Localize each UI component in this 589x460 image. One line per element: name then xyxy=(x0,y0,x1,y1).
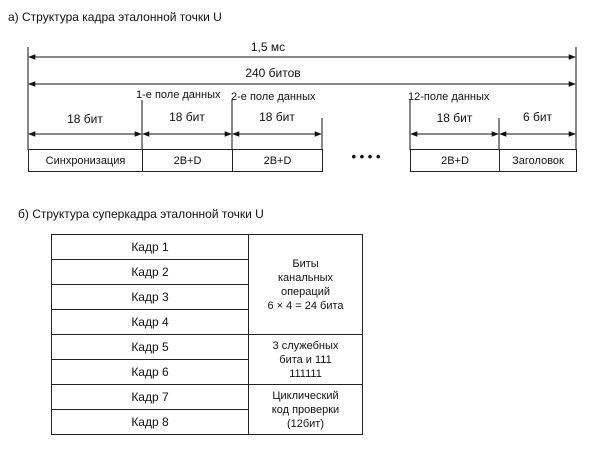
cell-field-2: 2B+D xyxy=(232,149,323,172)
span-label-sync: 18 бит xyxy=(67,112,103,126)
cell-header: Заголовок xyxy=(499,149,577,172)
crc-bits: Циклический код проверки (12бит) xyxy=(249,385,363,435)
section-b-title: б) Структура суперкадра эталонной точки U xyxy=(18,207,264,221)
frame-7: Кадр 7 xyxy=(52,385,249,410)
field-12-label: 12-поле данных xyxy=(408,91,490,103)
frame-8: Кадр 8 xyxy=(52,410,249,435)
superframe-table xyxy=(51,234,363,435)
total-bits-label: 240 битов xyxy=(245,66,301,80)
total-time-label: 1,5 мс xyxy=(250,40,286,54)
section-a-title: а) Структура кадра эталонной точки U xyxy=(8,10,222,24)
field-2-label: 2-е поле данных xyxy=(231,91,316,103)
span-label-field-1: 18 бит xyxy=(169,110,205,124)
frame-2: Кадр 2 xyxy=(52,260,249,285)
frame-1: Кадр 1 xyxy=(52,235,249,260)
frame-6: Кадр 6 xyxy=(52,360,249,385)
span-label-field-2: 18 бит xyxy=(259,110,295,124)
cell-field-12: 2B+D xyxy=(410,149,500,172)
span-label-header: 6 бит xyxy=(522,110,553,124)
cell-sync: Синхронизация xyxy=(28,149,143,172)
frame-5: Кадр 5 xyxy=(52,335,249,360)
frame-4: Кадр 4 xyxy=(52,310,249,335)
frame-3: Кадр 3 xyxy=(52,285,249,310)
span-label-field-12: 18 бит xyxy=(436,111,473,125)
ellipsis: • • • • xyxy=(351,149,381,164)
channel-ops-bits: Биты канальных операций 6 × 4 = 24 бита xyxy=(249,235,363,335)
cell-field-1: 2B+D xyxy=(142,149,233,172)
field-1-label: 1-е поле данных xyxy=(136,89,221,101)
service-bits: 3 служебных бита и 111 111111 xyxy=(249,335,363,385)
